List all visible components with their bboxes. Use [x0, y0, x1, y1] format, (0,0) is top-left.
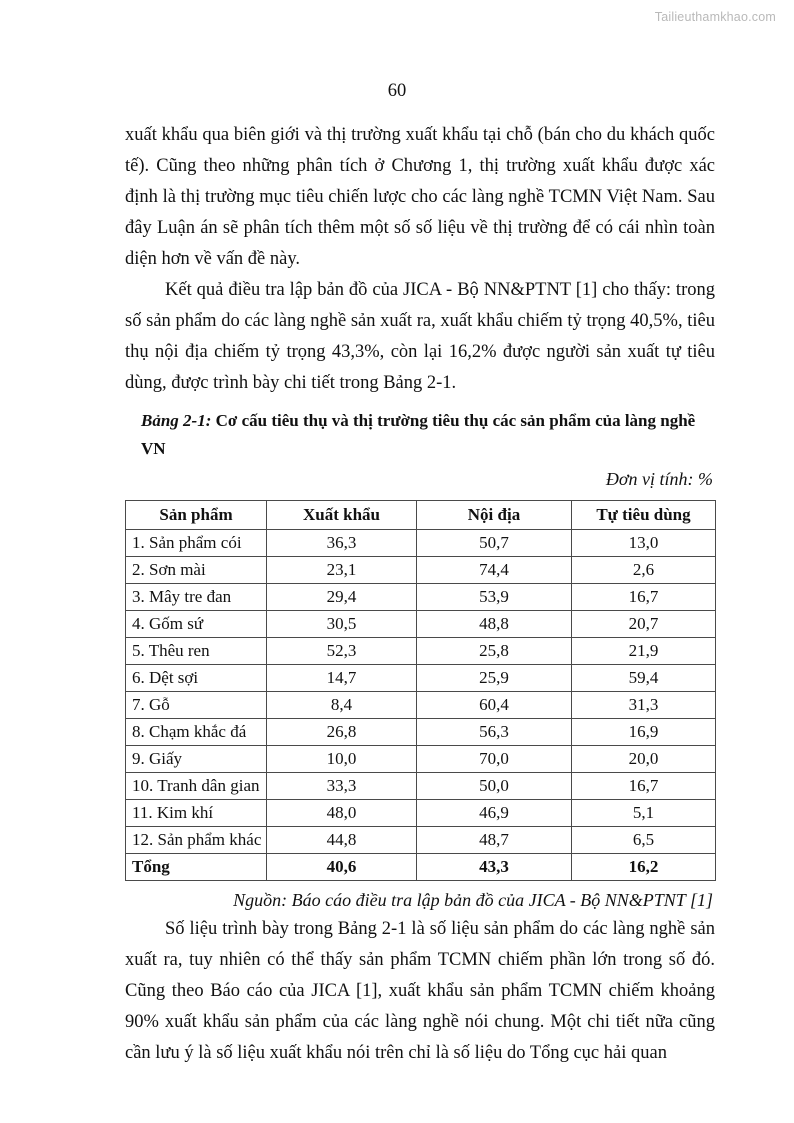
- cell-domestic: 48,7: [417, 827, 572, 854]
- consumption-structure-table: [125, 500, 716, 881]
- table-row: [126, 584, 716, 611]
- cell-domestic: 25,9: [417, 665, 572, 692]
- cell-product: 11. Kim khí: [126, 800, 267, 827]
- cell-product: 8. Chạm khắc đá: [126, 719, 267, 746]
- table-header-row: [126, 501, 716, 530]
- cell-export: 36,3: [267, 530, 417, 557]
- spacer: [125, 399, 715, 407]
- cell-product: 1. Sản phẩm cói: [126, 530, 267, 557]
- table-row: [126, 692, 716, 719]
- column-header-export: Xuất khẩu: [267, 501, 417, 530]
- cell-domestic: 70,0: [417, 746, 572, 773]
- cell-self-use: 2,6: [572, 557, 716, 584]
- cell-self-use: 20,7: [572, 611, 716, 638]
- table-row: [126, 665, 716, 692]
- cell-self-use: 31,3: [572, 692, 716, 719]
- cell-product: 2. Sơn mài: [126, 557, 267, 584]
- cell-domestic: 56,3: [417, 719, 572, 746]
- cell-product: 3. Mây tre đan: [126, 584, 267, 611]
- page-number: 60: [387, 81, 407, 101]
- cell-domestic: 60,4: [417, 692, 572, 719]
- cell-self-use: 6,5: [572, 827, 716, 854]
- cell-domestic: 50,0: [417, 773, 572, 800]
- cell-domestic: 25,8: [417, 638, 572, 665]
- cell-product: 7. Gỗ: [126, 692, 267, 719]
- table-row: [126, 557, 716, 584]
- table-head: [126, 501, 716, 530]
- table-caption-text: Cơ cấu tiêu thụ và thị trường tiêu thụ các sản phẩm của làng nghề VN: [141, 411, 696, 458]
- cell-export: 14,7: [267, 665, 417, 692]
- cell-export: 48,0: [267, 800, 417, 827]
- cell-product: 10. Tranh dân gian: [126, 773, 267, 800]
- table-row: [126, 773, 716, 800]
- cell-self-use: 20,0: [572, 746, 716, 773]
- table-caption: [125, 407, 715, 463]
- column-header-self-use: Tự tiêu dùng: [572, 501, 716, 530]
- cell-product: 9. Giấy: [126, 746, 267, 773]
- cell-export: 10,0: [267, 746, 417, 773]
- cell-total-domestic: 43,3: [417, 854, 572, 881]
- cell-domestic: 74,4: [417, 557, 572, 584]
- paragraph-2: Kết quả điều tra lập bản đồ của JICA - Bộ NN&PTNT [1] cho thấy: trong số sản phẩm do các làng nghề sản xuất ra, xuất khẩu chiếm tỷ trọng 40,5%, tiêu thụ nội địa chiếm tỷ trọng 43,3%, còn lại 16,2% được người sản xuất tự tiêu dùng, được trình bày chi tiết trong Bảng 2-1.: [125, 280, 715, 393]
- table-row: [126, 638, 716, 665]
- cell-self-use: 21,9: [572, 638, 716, 665]
- paragraph-3: Số liệu trình bày trong Bảng 2-1 là số liệu sản phẩm do các làng nghề sản xuất ra, tuy nhiên có thể thấy sản phẩm TCMN chiếm phần lớn trong số đó. Cũng theo Báo cáo của JICA [1], xuất khẩu sản phẩm TCMN chiếm khoảng 90% xuất khẩu sản phẩm của các làng nghề nói chung. Một chi tiết nữa cũng cần lưu ý là số liệu xuất khẩu nói trên chỉ là số liệu do Tổng cục hải quan: [125, 919, 715, 1063]
- cell-total-export: 40,6: [267, 854, 417, 881]
- table-row: [126, 746, 716, 773]
- cell-export: 8,4: [267, 692, 417, 719]
- page-content: [125, 120, 715, 1069]
- cell-export: 30,5: [267, 611, 417, 638]
- cell-export: 26,8: [267, 719, 417, 746]
- cell-self-use: 16,7: [572, 773, 716, 800]
- table-row: [126, 827, 716, 854]
- site-watermark: Tailieuthamkhao.com: [654, 10, 776, 24]
- table-body: [126, 530, 716, 881]
- cell-export: 33,3: [267, 773, 417, 800]
- cell-product: 4. Gốm sứ: [126, 611, 267, 638]
- cell-product: 6. Dệt sợi: [126, 665, 267, 692]
- cell-total-self-use: 16,2: [572, 854, 716, 881]
- table-caption-number: Bảng 2-1:: [141, 411, 212, 430]
- table-total-row: [126, 854, 716, 881]
- cell-self-use: 16,7: [572, 584, 716, 611]
- cell-self-use: 13,0: [572, 530, 716, 557]
- table-unit-note: Đơn vị tính: %: [605, 469, 713, 489]
- cell-export: 29,4: [267, 584, 417, 611]
- cell-domestic: 48,8: [417, 611, 572, 638]
- cell-self-use: 59,4: [572, 665, 716, 692]
- paragraph-1: xuất khẩu qua biên giới và thị trường xuất khẩu tại chỗ (bán cho du khách quốc tế). Cũng theo những phân tích ở Chương 1, thị trường xuất khẩu được xác định là thị trường mục tiêu chiến lược cho các làng nghề TCMN Việt Nam. Sau đây Luận án sẽ phân tích thêm một số số liệu về thị trường để có cái nhìn toàn diện hơn về vấn đề này.: [125, 125, 715, 269]
- table-source-note: Nguồn: Báo cáo điều tra lập bản đồ của JICA - Bộ NN&PTNT [1]: [233, 890, 713, 910]
- cell-product: 12. Sản phẩm khác: [126, 827, 267, 854]
- cell-domestic: 50,7: [417, 530, 572, 557]
- table-row: [126, 530, 716, 557]
- cell-domestic: 46,9: [417, 800, 572, 827]
- table-row: [126, 611, 716, 638]
- cell-domestic: 53,9: [417, 584, 572, 611]
- cell-self-use: 16,9: [572, 719, 716, 746]
- cell-total-label: Tổng: [126, 854, 267, 881]
- table-row: [126, 719, 716, 746]
- cell-export: 52,3: [267, 638, 417, 665]
- table-row: [126, 800, 716, 827]
- column-header-domestic: Nội địa: [417, 501, 572, 530]
- column-header-product: Sản phẩm: [126, 501, 267, 530]
- cell-self-use: 5,1: [572, 800, 716, 827]
- cell-product: 5. Thêu ren: [126, 638, 267, 665]
- cell-export: 44,8: [267, 827, 417, 854]
- cell-export: 23,1: [267, 557, 417, 584]
